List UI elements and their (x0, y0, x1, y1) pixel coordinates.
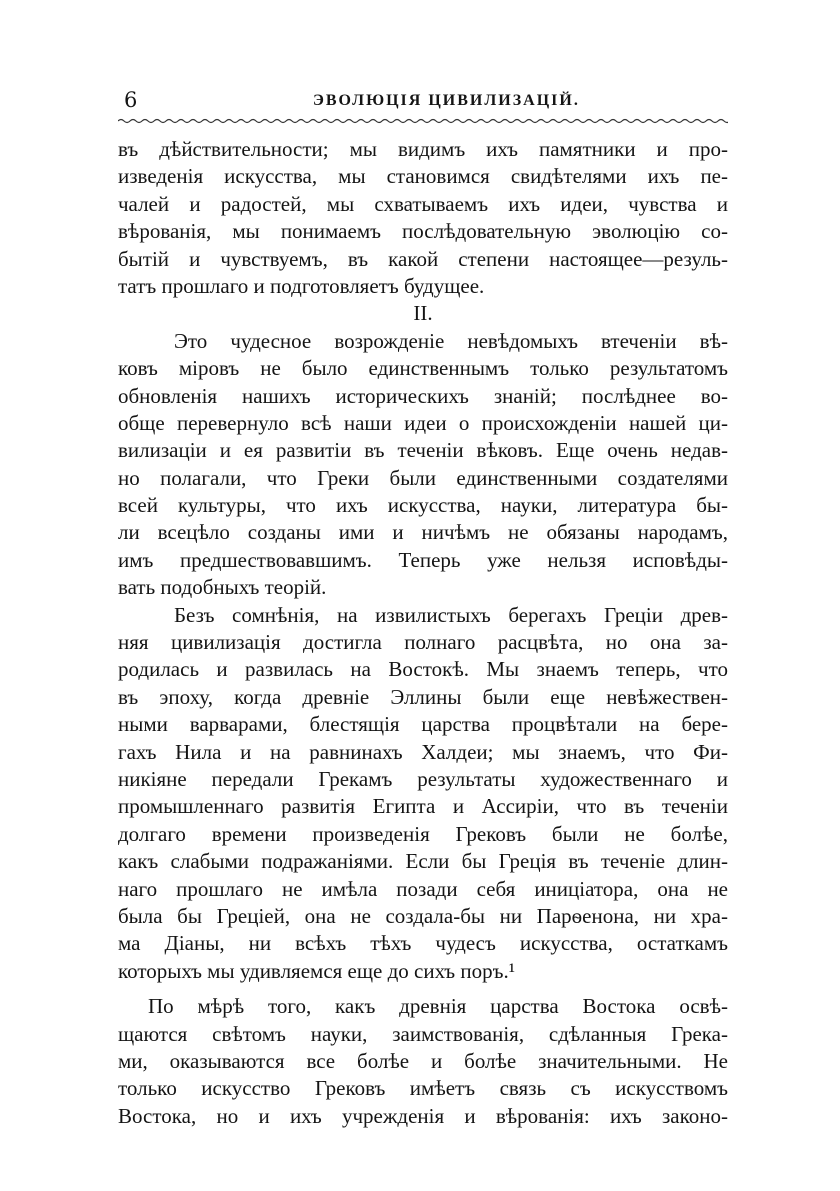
section-heading: II. (413, 301, 433, 326)
page-number: 6 (124, 88, 138, 112)
text-line: только искусство Грековъ имѣетъ связь съ искусствомъ (118, 1076, 728, 1101)
text-line: бытій и чувствуемъ, въ какой степени настоящее—резуль- (118, 246, 728, 271)
text-line: вилизаціи и ея развитіи въ теченіи вѣковъ. Еще очень недав- (118, 438, 728, 463)
text-line: ковъ міровъ не было единственнымъ только результатомъ (118, 356, 728, 381)
text-line: какъ слабыми подражаніями. Если бы Греція въ теченіе длин- (118, 849, 728, 874)
text-line: обще перевернуло всѣ наши идеи о происхожденіи нашей ци- (118, 410, 728, 435)
running-head (118, 84, 728, 118)
text-line: родилась и развилась на Востокѣ. Мы знаемъ теперь, что (118, 657, 728, 682)
text-line: ли всецѣло созданы ими и ничѣмъ не обязаны народамъ, (118, 520, 728, 545)
paragraph-gap (118, 985, 728, 993)
text-line: ми, оказываются все болѣе и болѣе значительными. Не (118, 1048, 728, 1073)
text-line: Безъ сомнѣнія, на извилистыхъ берегахъ Греціи древ- (174, 602, 728, 627)
text-line: вѣрованія, мы понимаемъ послѣдовательную эволюцію со- (118, 219, 728, 244)
text-line: въ дѣйствительности; мы видимъ ихъ памятники и про- (118, 137, 728, 161)
text-line: была бы Греціей, она не создала-бы ни Парѳенона, ни хра- (118, 903, 728, 928)
text-line: имъ предшествовавшимъ. Теперь уже нельзя исповѣды- (118, 547, 728, 572)
text-line: обновленія нашихъ историческихъ знаній; послѣднее во- (118, 383, 728, 408)
book-page (118, 84, 728, 1130)
text-line: всей культуры, что ихъ искусства, науки, литература бы- (118, 493, 728, 518)
text-line: гахъ Нила и на равнинахъ Халдеи; мы знаемъ, что Фи- (118, 739, 728, 764)
wavy-rule-divider (118, 117, 728, 125)
text-line: вать подобныхъ теорій. (118, 575, 327, 600)
text-line: Это чудесное возрожденіе невѣдомыхъ втеченіи вѣ- (174, 328, 728, 353)
text-line: долгаго времени произведенія Грековъ были не болѣе, (118, 821, 728, 846)
body-text (118, 136, 728, 1130)
text-line: ными варварами, блестящія царства процвѣтали на бере- (118, 712, 728, 737)
running-title: ЭВОЛЮЦІЯ ЦИВИЛИЗАЦІЙ. (313, 92, 580, 109)
text-line: которыхъ мы удивляемся еще до сихъ поръ.¹ (118, 958, 516, 983)
text-line: чалей и радостей, мы схватываемъ ихъ идеи, чувства и (118, 191, 728, 216)
text-line: щаются свѣтомъ науки, заимствованія, сдѣланныя Грека- (118, 1021, 728, 1046)
text-line: промышленнаго развитія Египта и Ассиріи, что въ теченіи (118, 794, 728, 819)
text-line: татъ прошлаго и подготовляетъ будущее. (118, 273, 485, 298)
text-line: Востока, но и ихъ учрежденія и вѣрованія: ихъ законо- (118, 1103, 728, 1128)
text-line: изведенія искусства, мы становимся свидѣтелями ихъ пе- (118, 164, 728, 189)
text-line: По мѣрѣ того, какъ древнія царства Востока освѣ- (148, 994, 728, 1019)
text-line: ма Діаны, ни всѣхъ тѣхъ чудесъ искусства, остаткамъ (118, 931, 728, 956)
text-line: никіяне передали Грекамъ результаты художественнаго и (118, 766, 728, 791)
text-line: въ эпоху, когда древніе Эллины были еще невѣжествен- (118, 684, 728, 709)
text-line: но полагали, что Греки были единственными создателями (118, 465, 728, 490)
text-line: няя цивилизація достигла полнаго расцвѣта, но она за- (118, 630, 728, 655)
text-line: наго прошлаго не имѣла позади себя иниціатора, она не (118, 876, 728, 901)
